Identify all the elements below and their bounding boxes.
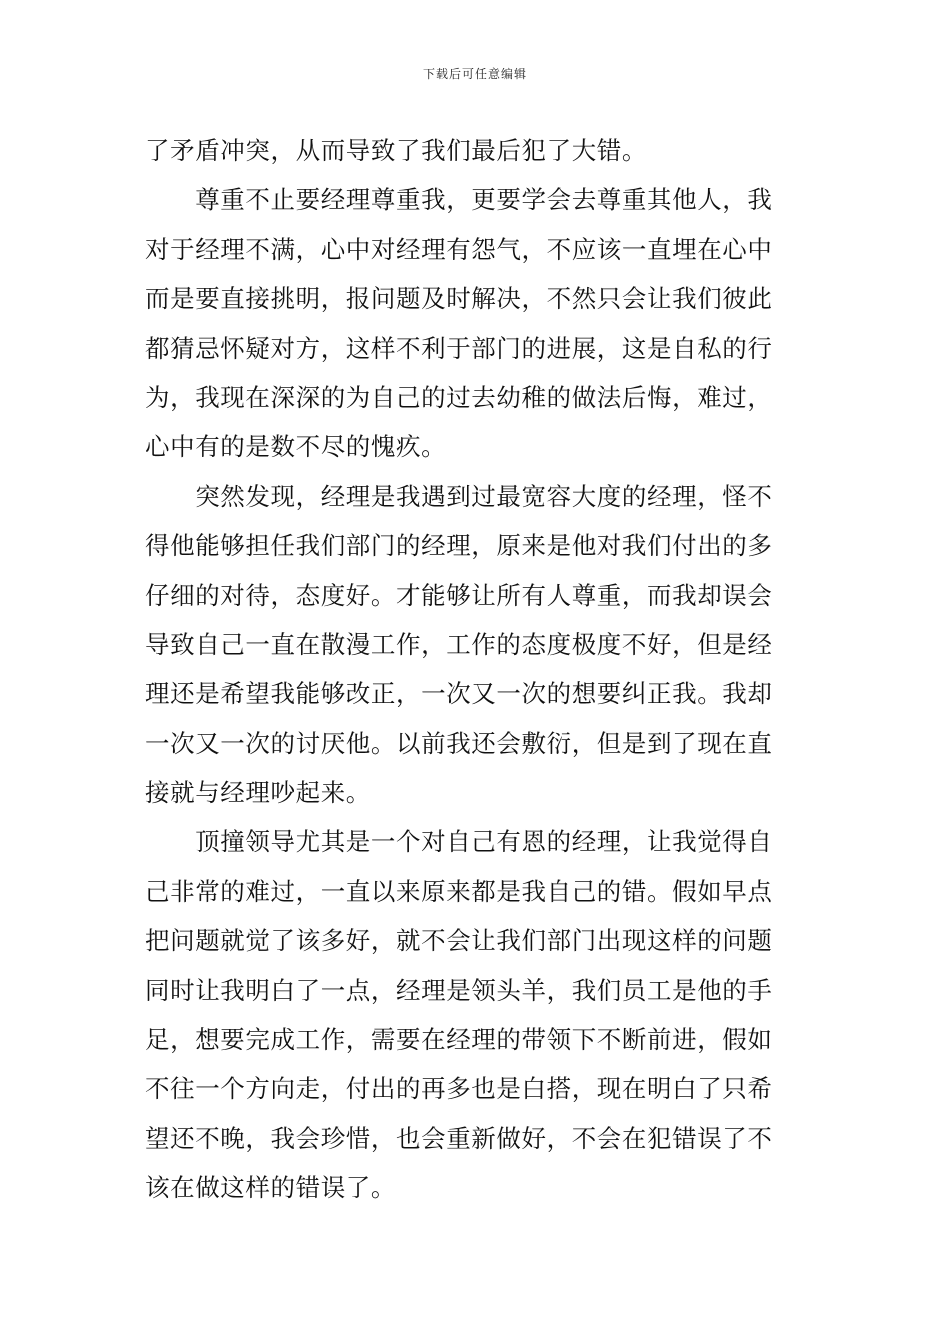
document-body: [145, 126, 807, 1213]
text-line: 一次又一次的讨厌他。以前我还会敷衍，但是到了现在直: [145, 728, 773, 758]
text-line: 同时让我明白了一点，经理是领头羊，我们员工是他的手: [145, 975, 773, 1005]
text-line: 把问题就觉了该多好，就不会让我们部门出现这样的问题: [145, 926, 773, 956]
text-line: 对于经理不满，心中对经理有怨气，不应该一直埋在心中: [145, 234, 773, 264]
text-line: 尊重不止要经理尊重我，更要学会去尊重其他人，我: [145, 185, 773, 215]
text-line: 望还不晚，我会珍惜，也会重新做好，不会在犯错误了不: [145, 1123, 773, 1153]
header-note: 下载后可任意编辑: [422, 67, 527, 81]
text-line: 而是要直接挑明，报问题及时解决，不然只会让我们彼此: [145, 284, 773, 314]
text-line: 心中有的是数不尽的愧疚。: [145, 432, 447, 462]
text-line: 理还是希望我能够改正，一次又一次的想要纠正我。我却: [145, 679, 773, 709]
text-line: 导致自己一直在散漫工作，工作的态度极度不好，但是经: [145, 629, 773, 659]
text-line: 该在做这样的错误了。: [145, 1173, 396, 1203]
text-line: 己非常的难过，一直以来原来都是我自己的错。假如早点: [145, 876, 773, 906]
text-line: 仔细的对待，态度好。才能够让所有人尊重，而我却误会: [145, 580, 773, 610]
text-line: 为，我现在深深的为自己的过去幼稚的做法后悔，难过，: [145, 382, 773, 412]
text-line: 突然发现，经理是我遇到过最宽容大度的经理，怪不: [145, 481, 773, 511]
text-line: 都猜忌怀疑对方，这样不利于部门的进展，这是自私的行: [145, 333, 773, 363]
text-line: 足，想要完成工作，需要在经理的带领下不断前进，假如: [145, 1025, 773, 1055]
text-line: 了矛盾冲突，从而导致了我们最后犯了大错。: [145, 136, 647, 165]
text-line: 得他能够担任我们部门的经理，原来是他对我们付出的多: [145, 531, 773, 561]
text-line: 不往一个方向走，付出的再多也是白搭，现在明白了只希: [145, 1074, 773, 1104]
text-line: 顶撞领导尤其是一个对自己有恩的经理，让我觉得自: [145, 827, 773, 857]
text-line: 接就与经理吵起来。: [145, 778, 371, 808]
